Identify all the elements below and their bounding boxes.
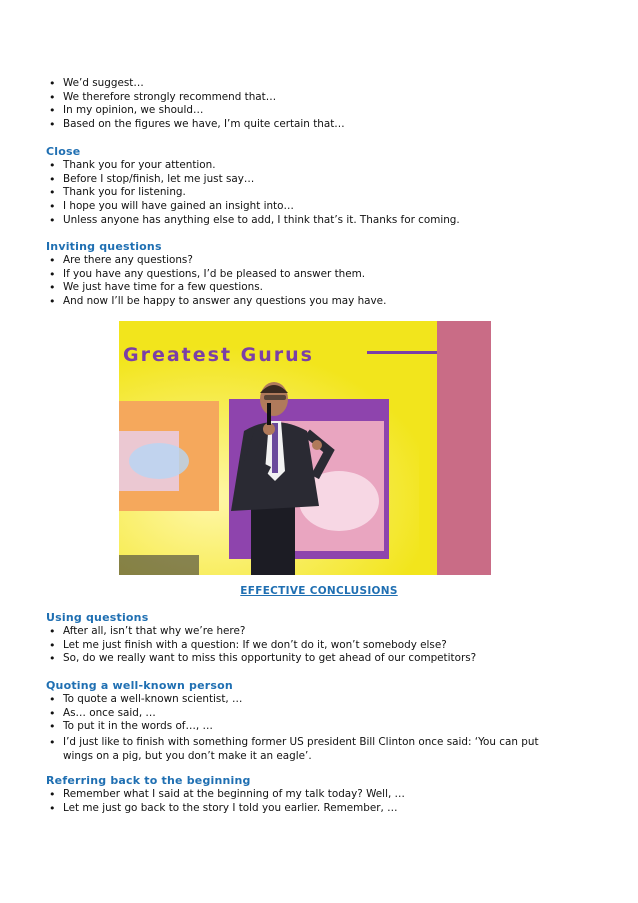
quoting-list: [46, 693, 561, 764]
list-item: • To quote a well-known scientist, …: [46, 693, 561, 707]
list-item: • Unless anyone has anything else to add, I think that’s it. Thanks for coming.: [46, 214, 606, 228]
list-item: • Let me just finish with a question: If we don’t do it, won’t somebody else?: [46, 639, 606, 653]
using-questions-list: [46, 625, 606, 666]
speaker-photo: [119, 321, 491, 575]
list-item: • I hope you will have gained an insight into…: [46, 200, 606, 214]
list-item: • We just have time for a few questions.: [46, 281, 606, 295]
list-item: • Let me just go back to the story I told you earlier. Remember, …: [46, 802, 606, 816]
inviting-questions-heading: Inviting questions: [46, 240, 162, 253]
list-item: • Remember what I said at the beginning of my talk today? Well, …: [46, 788, 606, 802]
close-heading: Close: [46, 145, 81, 158]
list-item: • Based on the figures we have, I’m quite certain that…: [46, 118, 606, 132]
list-item: • As… once said, …: [46, 707, 561, 721]
referring-list: [46, 788, 606, 815]
referring-heading: Referring back to the beginning: [46, 774, 251, 787]
list-item: • I’d just like to finish with something former US president Bill Clinton once said: ‘You can put wings on a pig, but you don’t make it an eagle’.: [46, 736, 561, 763]
list-item: • After all, isn’t that why we’re here?: [46, 625, 606, 639]
list-item: • So, do we really want to miss this opportunity to get ahead of our competitors?: [46, 652, 606, 666]
inviting-questions-list: [46, 254, 606, 309]
list-item: • If you have any questions, I’d be pleased to answer them.: [46, 268, 606, 282]
intro-list: [46, 77, 606, 132]
quoting-heading: Quoting a well-known person: [46, 679, 233, 692]
speaker-photo-illustration: [119, 321, 491, 575]
list-item: • Thank you for your attention.: [46, 159, 606, 173]
list-item: • Thank you for listening.: [46, 186, 606, 200]
banner-text: Greatest Gurus: [123, 344, 314, 366]
list-item: • To put it in the words of…, …: [46, 720, 561, 734]
close-list: [46, 159, 606, 228]
list-item: • In my opinion, we should…: [46, 104, 606, 118]
list-item: • We therefore strongly recommend that…: [46, 91, 606, 105]
effective-conclusions-title: EFFECTIVE CONCLUSIONS: [240, 585, 398, 597]
using-questions-heading: Using questions: [46, 611, 149, 624]
list-item: • We’d suggest…: [46, 77, 606, 91]
list-item: • Are there any questions?: [46, 254, 606, 268]
list-item: • And now I’ll be happy to answer any questions you may have.: [46, 295, 606, 309]
list-item: • Before I stop/finish, let me just say…: [46, 173, 606, 187]
